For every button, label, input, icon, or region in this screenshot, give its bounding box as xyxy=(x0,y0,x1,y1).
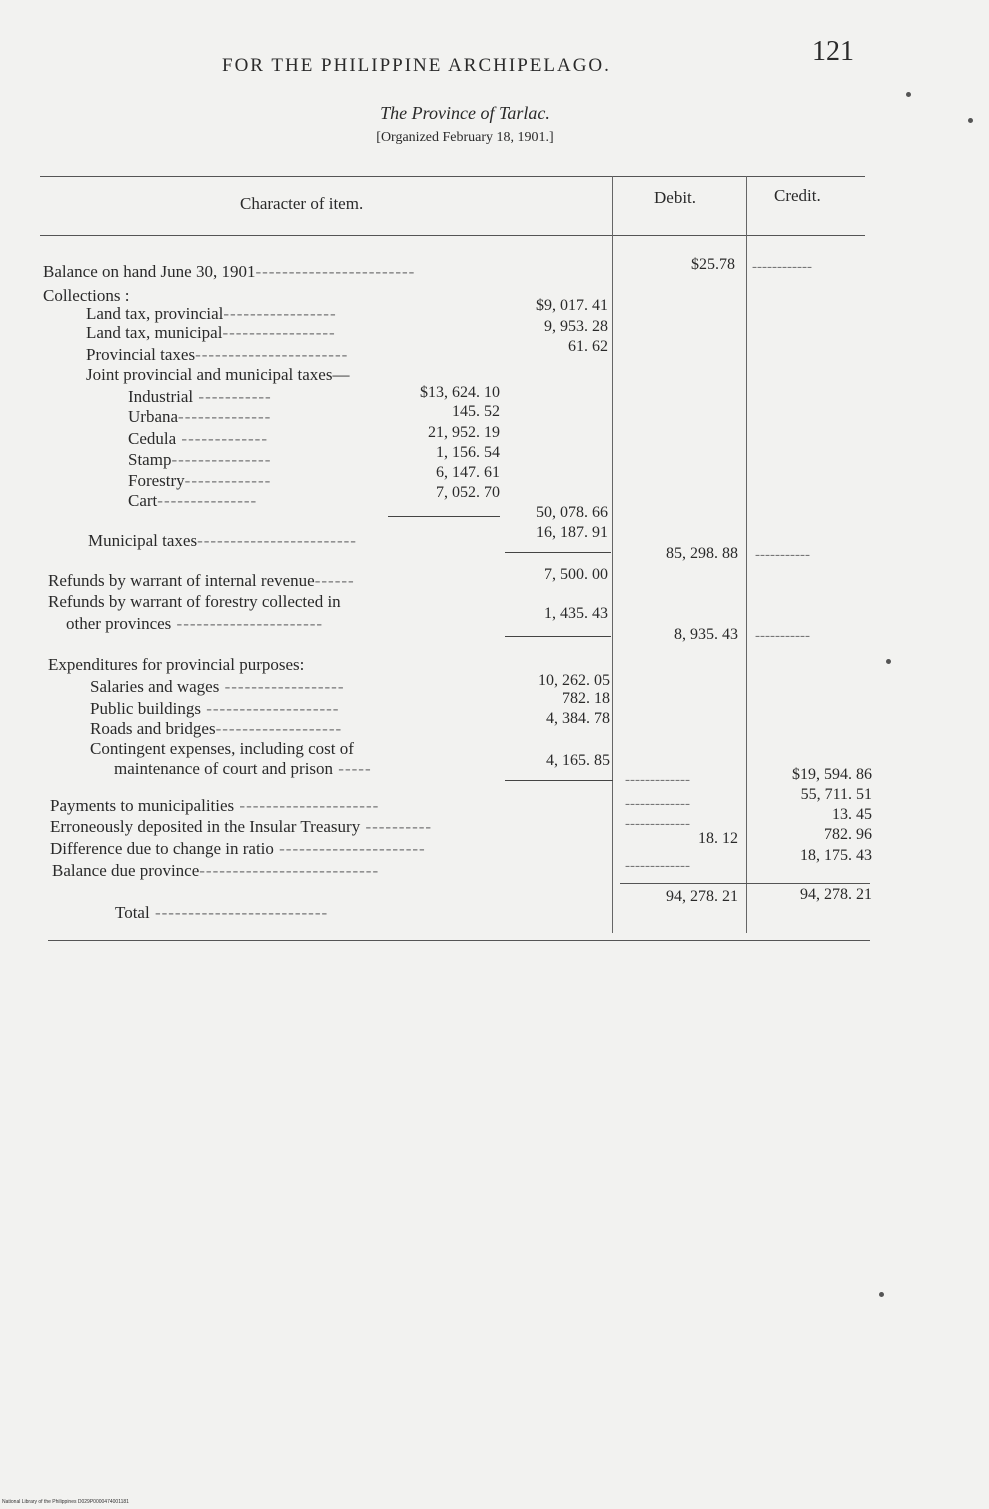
column-heading-credit: Credit. xyxy=(774,186,821,205)
amount-public-buildings: 782. 18 xyxy=(562,690,610,707)
row-label: Municipal taxes xyxy=(88,531,198,550)
amount-salaries: 10, 262. 05 xyxy=(538,672,610,689)
amount-cedula: 21, 952. 19 xyxy=(428,424,500,441)
amount-provincial-taxes: 61. 62 xyxy=(568,338,608,355)
leader-dots: ------------- xyxy=(176,429,269,448)
row-contingent-line2 xyxy=(114,760,372,778)
library-footer: National Library of the Philippines D029P0000474001181 xyxy=(2,1499,129,1505)
row-salaries xyxy=(90,678,345,696)
row-label: Difference due to change in ratio xyxy=(50,839,274,858)
credit-blank: ----------- xyxy=(755,547,810,563)
amount-roads-bridges: 4, 384. 78 xyxy=(546,710,610,727)
amount-forestry: 6, 147. 61 xyxy=(436,464,500,481)
row-public-buildings xyxy=(90,700,339,718)
row-label: maintenance of court and prison xyxy=(114,759,334,778)
collections-total-rule xyxy=(505,552,611,553)
row-label: Industrial xyxy=(128,387,194,406)
row-label: Forestry xyxy=(128,471,185,490)
leader-dots: ----- xyxy=(333,759,372,778)
row-cedula xyxy=(128,430,268,448)
row-label: Balance on hand June 30, 1901 xyxy=(43,262,256,281)
debit-blank: ------------- xyxy=(625,858,690,874)
leader-dots: ------------------------ xyxy=(255,262,416,281)
table-title: The Province of Tarlac. xyxy=(380,103,550,123)
column-heading-debit: Debit. xyxy=(654,188,697,207)
row-label: Land tax, municipal xyxy=(86,323,223,342)
leader-dots: ------------------- xyxy=(215,719,343,738)
amount-refunds-internal: 7, 500. 00 xyxy=(544,566,608,583)
total-top-rule xyxy=(620,883,870,884)
credit-difference-ratio: 782. 96 xyxy=(824,826,872,843)
row-label: Roads and bridges xyxy=(90,719,216,738)
table-subtitle: [Organized February 18, 1901.] xyxy=(376,130,554,145)
row-total xyxy=(115,904,328,922)
credit-expenditures: $19, 594. 86 xyxy=(792,766,872,783)
amount-refunds-forestry: 1, 435. 43 xyxy=(544,605,608,622)
row-collections: Collections : xyxy=(43,286,130,305)
row-label: Stamp xyxy=(128,450,172,469)
row-label: Provincial taxes xyxy=(86,345,196,364)
amount-land-tax-provincial: $9, 017. 41 xyxy=(536,297,608,314)
leader-dots: ----------------- xyxy=(222,323,336,342)
leader-dots: --------------------------- xyxy=(199,861,380,880)
leader-dots: ------------------------ xyxy=(197,531,357,550)
row-erroneously-deposited xyxy=(50,818,432,836)
debit-balance-on-hand: $25.78 xyxy=(691,256,735,273)
row-cart xyxy=(128,492,257,510)
leader-dots: ----------- xyxy=(193,387,272,406)
credit-total: 94, 278. 21 xyxy=(800,886,872,903)
amount-municipal-taxes: 16, 187. 91 xyxy=(536,524,608,541)
amount-joint-total: 50, 078. 66 xyxy=(536,504,608,521)
subtotal-rule xyxy=(388,516,500,517)
debit-blank: ------------- xyxy=(625,772,690,788)
row-label: Refunds by warrant of internal revenue xyxy=(48,571,315,590)
column-divider-2 xyxy=(746,176,747,933)
row-contingent-line1: Contingent expenses, including cost of xyxy=(90,739,354,758)
row-label: Balance due province xyxy=(52,861,200,880)
leader-dots: ------------------ xyxy=(219,677,345,696)
row-stamp xyxy=(128,451,271,469)
row-refunds-forestry-line1: Refunds by warrant of forestry collected in xyxy=(48,592,341,611)
column-heading-character: Character of item. xyxy=(240,194,364,213)
row-label: Land tax, provincial xyxy=(86,304,224,323)
row-municipal-taxes xyxy=(88,532,357,550)
row-label: Salaries and wages xyxy=(90,677,220,696)
debit-difference-ratio: 18. 12 xyxy=(698,830,738,847)
row-balance-due xyxy=(52,862,379,880)
row-label: Cart xyxy=(128,491,158,510)
row-balance-on-hand xyxy=(43,263,415,281)
row-refunds-forestry-line2 xyxy=(66,615,323,633)
row-label: Cedula xyxy=(128,429,177,448)
leader-dots: ------ xyxy=(314,571,355,590)
header-bottom-rule xyxy=(40,235,865,236)
row-label: Erroneously deposited in the Insular Treasury xyxy=(50,817,361,836)
credit-payments-municipalities: 55, 711. 51 xyxy=(800,786,872,803)
leader-dots: --------------------- xyxy=(234,796,380,815)
row-land-tax-provincial xyxy=(86,305,337,323)
leader-dots: --------------- xyxy=(157,491,258,510)
row-label: Payments to municipalities xyxy=(50,796,235,815)
credit-blank: ----------- xyxy=(755,628,810,644)
row-label: Urbana xyxy=(128,407,179,426)
row-land-tax-municipal xyxy=(86,324,336,342)
amount-urbana: 145. 52 xyxy=(452,403,500,420)
row-label: Public buildings xyxy=(90,699,201,718)
debit-refunds: 8, 935. 43 xyxy=(674,626,738,643)
row-forestry xyxy=(128,472,271,490)
row-payments-municipalities xyxy=(50,797,379,815)
debit-blank: ------------- xyxy=(625,816,690,832)
row-difference-ratio xyxy=(50,840,426,858)
credit-erroneously-deposited: 13. 45 xyxy=(832,806,872,823)
table-bottom-rule xyxy=(48,940,870,941)
refunds-total-rule xyxy=(505,636,611,637)
amount-industrial: $13, 624. 10 xyxy=(420,384,500,401)
row-industrial xyxy=(128,388,272,406)
scan-speck xyxy=(906,92,911,97)
amount-cart: 7, 052. 70 xyxy=(436,484,500,501)
leader-dots: ----------------- xyxy=(223,304,337,323)
leader-dots: -------------------- xyxy=(200,699,340,718)
column-divider-1 xyxy=(612,176,613,933)
row-refunds-internal xyxy=(48,572,355,590)
leader-dots: -------------- xyxy=(178,407,272,426)
row-joint-taxes: Joint provincial and municipal taxes— xyxy=(86,365,350,384)
leader-dots: --------------- xyxy=(171,450,272,469)
leader-dots: -------------------------- xyxy=(149,903,329,922)
row-label: Total xyxy=(115,903,150,922)
row-provincial-taxes xyxy=(86,346,348,364)
page-number: 121 xyxy=(812,36,854,67)
amount-contingent: 4, 165. 85 xyxy=(546,752,610,769)
expenditures-total-rule xyxy=(505,780,613,781)
debit-blank: ------------- xyxy=(625,796,690,812)
leader-dots: ------------- xyxy=(184,471,272,490)
row-label: other provinces xyxy=(66,614,172,633)
leader-dots: ---------------------- xyxy=(171,614,324,633)
debit-collections: 85, 298. 88 xyxy=(666,545,738,562)
leader-dots: ---------- xyxy=(360,817,433,836)
scan-speck xyxy=(886,659,891,664)
running-head: FOR THE PHILIPPINE ARCHIPELAGO. xyxy=(222,55,611,76)
credit-blank: ------------ xyxy=(752,259,812,275)
row-urbana xyxy=(128,408,271,426)
credit-balance-due: 18, 175. 43 xyxy=(800,847,872,864)
leader-dots: ----------------------- xyxy=(195,345,349,364)
amount-land-tax-municipal: 9, 953. 28 xyxy=(544,318,608,335)
table-top-rule xyxy=(40,176,865,177)
leader-dots: ---------------------- xyxy=(273,839,426,858)
debit-total: 94, 278. 21 xyxy=(666,888,738,905)
row-roads-bridges xyxy=(90,720,342,738)
amount-stamp: 1, 156. 54 xyxy=(436,444,500,461)
scan-speck xyxy=(968,118,973,123)
row-expenditures: Expenditures for provincial purposes: xyxy=(48,655,305,674)
scan-speck xyxy=(879,1292,884,1297)
